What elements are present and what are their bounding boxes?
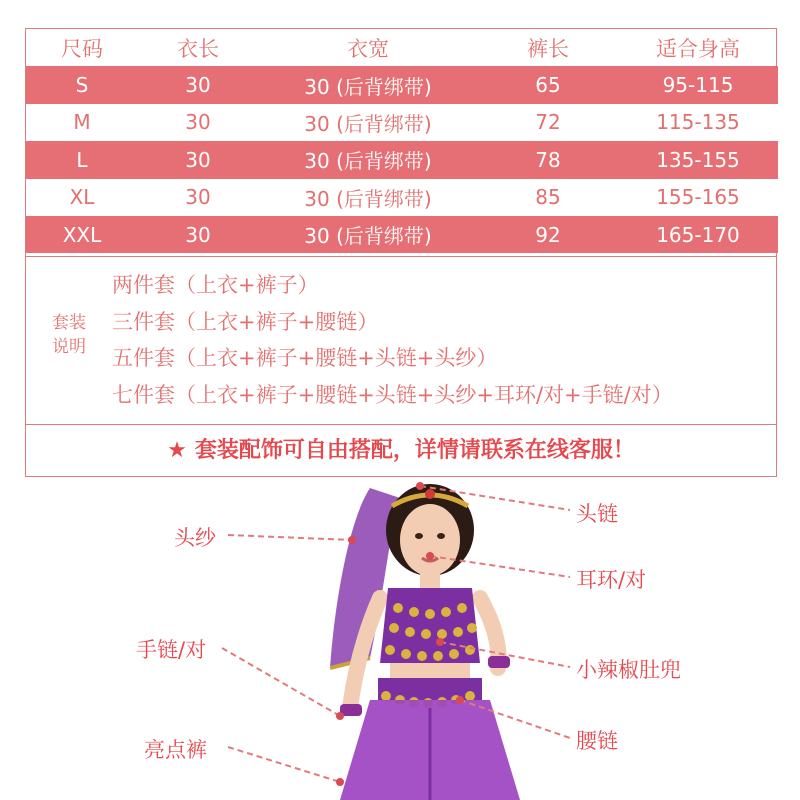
leader-dot <box>416 482 424 490</box>
leader-veil <box>228 535 352 540</box>
cell-length: 30 <box>138 66 258 103</box>
leader-pants <box>228 747 340 782</box>
cell-height: 155-165 <box>618 179 778 216</box>
leader-dot <box>426 552 434 560</box>
callout-veil: 头纱 <box>174 526 216 550</box>
callout-bracelets: 手链/对 <box>136 638 207 662</box>
cell-size: XXL <box>26 216 138 253</box>
cell-size: M <box>26 104 138 141</box>
cell-size: XL <box>26 179 138 216</box>
callout-pants: 亮点裤 <box>144 738 207 762</box>
leader-head-chain <box>420 486 570 510</box>
cell-length: 30 <box>138 179 258 216</box>
cell-size: S <box>26 66 138 103</box>
cell-length: 30 <box>138 104 258 141</box>
cell-pants: 92 <box>478 216 618 253</box>
list-item: 五件套（上衣+裤子+腰链+头链+头纱） <box>112 346 498 370</box>
cell-width: 30 (后背绑带) <box>258 216 478 253</box>
header-length: 衣长 <box>177 36 219 61</box>
cell-size: L <box>26 141 138 178</box>
set-label-line: 说明 <box>52 337 86 357</box>
leader-waist-chain <box>460 700 570 738</box>
star-icon: ★ <box>167 438 187 463</box>
set-label-line: 套装 <box>52 313 86 333</box>
cell-width: 30 (后背绑带) <box>258 179 478 216</box>
list-item: 七件套（上衣+裤子+腰链+头链+头纱+耳环/对+手链/对） <box>112 382 673 407</box>
leader-bracelets <box>222 648 340 716</box>
leader-dot <box>336 778 344 786</box>
callout-top: 小辣椒肚兜 <box>576 658 681 682</box>
cell-width: 30 (后背绑带) <box>258 66 478 103</box>
callout-waist-chain: 腰链 <box>576 729 618 753</box>
header-pants: 裤长 <box>527 36 569 61</box>
cell-pants: 85 <box>478 179 618 216</box>
header-size: 尺码 <box>61 36 103 61</box>
leader-top <box>440 642 570 667</box>
cell-pants: 78 <box>478 141 618 178</box>
cell-height: 95-115 <box>618 66 778 103</box>
cell-height: 115-135 <box>618 104 778 141</box>
leader-dot <box>436 638 444 646</box>
leader-earrings <box>430 556 570 577</box>
cell-height: 135-155 <box>618 141 778 178</box>
callout-earrings: 耳环/对 <box>576 568 647 592</box>
cell-pants: 72 <box>478 104 618 141</box>
note-text: 套装配饰可自由搭配，详情请联系在线客服！ <box>194 438 635 463</box>
leader-dot <box>456 696 464 704</box>
leader-dot <box>348 536 356 544</box>
header-height: 适合身高 <box>656 36 740 61</box>
cell-width: 30 (后背绑带) <box>258 104 478 141</box>
list-item: 两件套（上衣+裤子） <box>112 273 319 297</box>
callout-head-chain: 头链 <box>576 502 618 526</box>
cell-height: 165-170 <box>618 216 778 253</box>
cell-length: 30 <box>138 141 258 178</box>
cell-width: 30 (后背绑带) <box>258 141 478 178</box>
leader-dot <box>336 712 344 720</box>
list-item: 三件套（上衣+裤子+腰链） <box>112 309 379 334</box>
header-width: 衣宽 <box>347 36 389 61</box>
cell-length: 30 <box>138 216 258 253</box>
cell-pants: 65 <box>478 66 618 103</box>
